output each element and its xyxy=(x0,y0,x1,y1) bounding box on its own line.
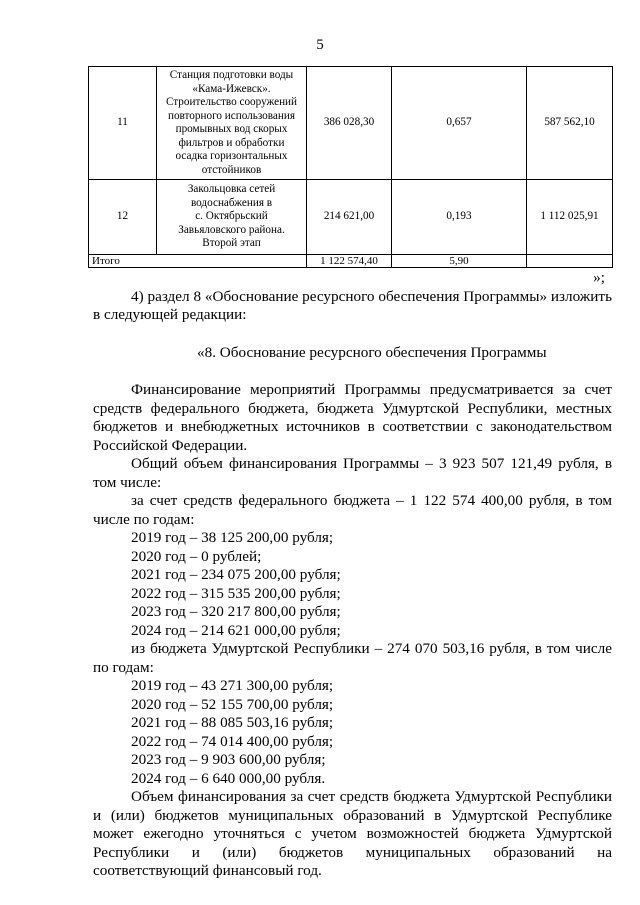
table-row xyxy=(89,180,613,255)
amount-cell: 386 028,30 xyxy=(307,67,392,180)
value-cell: 587 562,10 xyxy=(527,67,613,180)
row-number: 11 xyxy=(89,67,157,180)
object-name-line: Строительство сооружений xyxy=(165,96,298,108)
value-cell: 1 112 025,91 xyxy=(527,180,613,255)
total-label: Итого xyxy=(89,255,307,268)
federal-year-2024: 2024 год – 214 621 000,00 рубля; xyxy=(131,621,341,639)
object-name-line: с. Октябрьский xyxy=(195,210,268,223)
object-name-line: повторного использования xyxy=(167,109,296,122)
document-body xyxy=(93,269,612,881)
quote-close-mark: »; xyxy=(593,269,605,286)
total-coefficient: 5,90 xyxy=(392,255,527,268)
republic-year-2024: 2024 год – 6 640 000,00 рубля. xyxy=(131,769,326,787)
table-row xyxy=(89,67,613,180)
republic-year-2020: 2020 год – 52 155 700,00 рубля; xyxy=(131,695,334,713)
federal-year-2022: 2022 год – 315 535 200,00 рубля; xyxy=(131,584,341,602)
section-heading: «8. Обоснование ресурсного обеспечения Программы xyxy=(197,343,547,361)
coefficient-cell: 0,657 xyxy=(392,67,527,180)
object-name-line: фильтров и обработки xyxy=(178,136,285,149)
republic-year-2019: 2019 год – 43 271 300,00 рубля; xyxy=(131,677,334,694)
object-name-line: промывных вод скорых xyxy=(175,123,288,135)
amount-cell: 214 621,00 xyxy=(307,180,392,255)
federal-year-2020: 2020 год – 0 рублей; xyxy=(131,547,262,565)
federal-year-2023: 2023 год – 320 217 800,00 рубля; xyxy=(131,603,341,620)
republic-budget-intro: из бюджета Удмуртской Республики – 274 070 503,16 рубля, в том числе по годам: xyxy=(93,640,612,676)
object-name-line: Завьяловского района. xyxy=(178,223,285,236)
federal-budget-intro: за счет средств федерального бюджета – 1 122 574 400,00 рубля, в том числе по годам: xyxy=(93,492,612,528)
object-name-line: водоснабжения в xyxy=(190,196,273,209)
total-amount: 1 122 574,40 xyxy=(307,255,392,268)
object-name-line: «Кама-Ижевск». xyxy=(192,82,271,95)
financing-table xyxy=(88,66,613,268)
row-number: 12 xyxy=(89,180,157,255)
object-name-line: осадка горизонтальных xyxy=(175,150,288,162)
page-number: 5 xyxy=(316,37,324,53)
total-row xyxy=(89,255,613,268)
total-value xyxy=(527,255,613,268)
republic-year-2021: 2021 год – 88 085 503,16 рубля; xyxy=(131,714,334,731)
federal-year-2021: 2021 год – 234 075 200,00 рубля; xyxy=(131,566,341,583)
object-name-line: Закольцовка сетей xyxy=(187,183,276,196)
object-name xyxy=(157,67,307,180)
paragraph-financing: Финансирование мероприятий Программы предусматривается за счет средств федерального бюджета, бюджета Удмуртской Республики, местных бюджетов и внебюджетных источников в соответствии с законодательством Российской Федерации. xyxy=(93,381,612,454)
republic-year-2022: 2022 год – 74 014 400,00 рубля; xyxy=(131,732,334,750)
object-name xyxy=(157,180,307,255)
amendment-item-4: 4) раздел 8 «Обоснование ресурсного обеспечения Программы» изложить в следующей редакции: xyxy=(93,287,612,323)
object-name-line: отстойников xyxy=(201,163,262,176)
object-name-line: Второй этап xyxy=(202,237,261,250)
paragraph-annual-adjustment: Объем финансирования за счет средств бюджета Удмуртской Республики и (или) бюджетов муниципальных образований в Удмуртской Республике может ежегодно уточняться с учетом возможностей бюджета Удмуртской Республики и (или) бюджетов муниципальных образований на соответствующий финансовый год. xyxy=(93,788,612,879)
object-name-line: Станция подготовки воды xyxy=(169,69,294,81)
coefficient-cell: 0,193 xyxy=(392,180,527,255)
paragraph-total-volume: Общий объем финансирования Программы – 3 923 507 121,49 рубля, в том числе: xyxy=(93,455,612,491)
republic-year-2023: 2023 год – 9 903 600,00 рубля; xyxy=(131,751,326,768)
federal-year-2019: 2019 год – 38 125 200,00 рубля; xyxy=(131,529,334,546)
